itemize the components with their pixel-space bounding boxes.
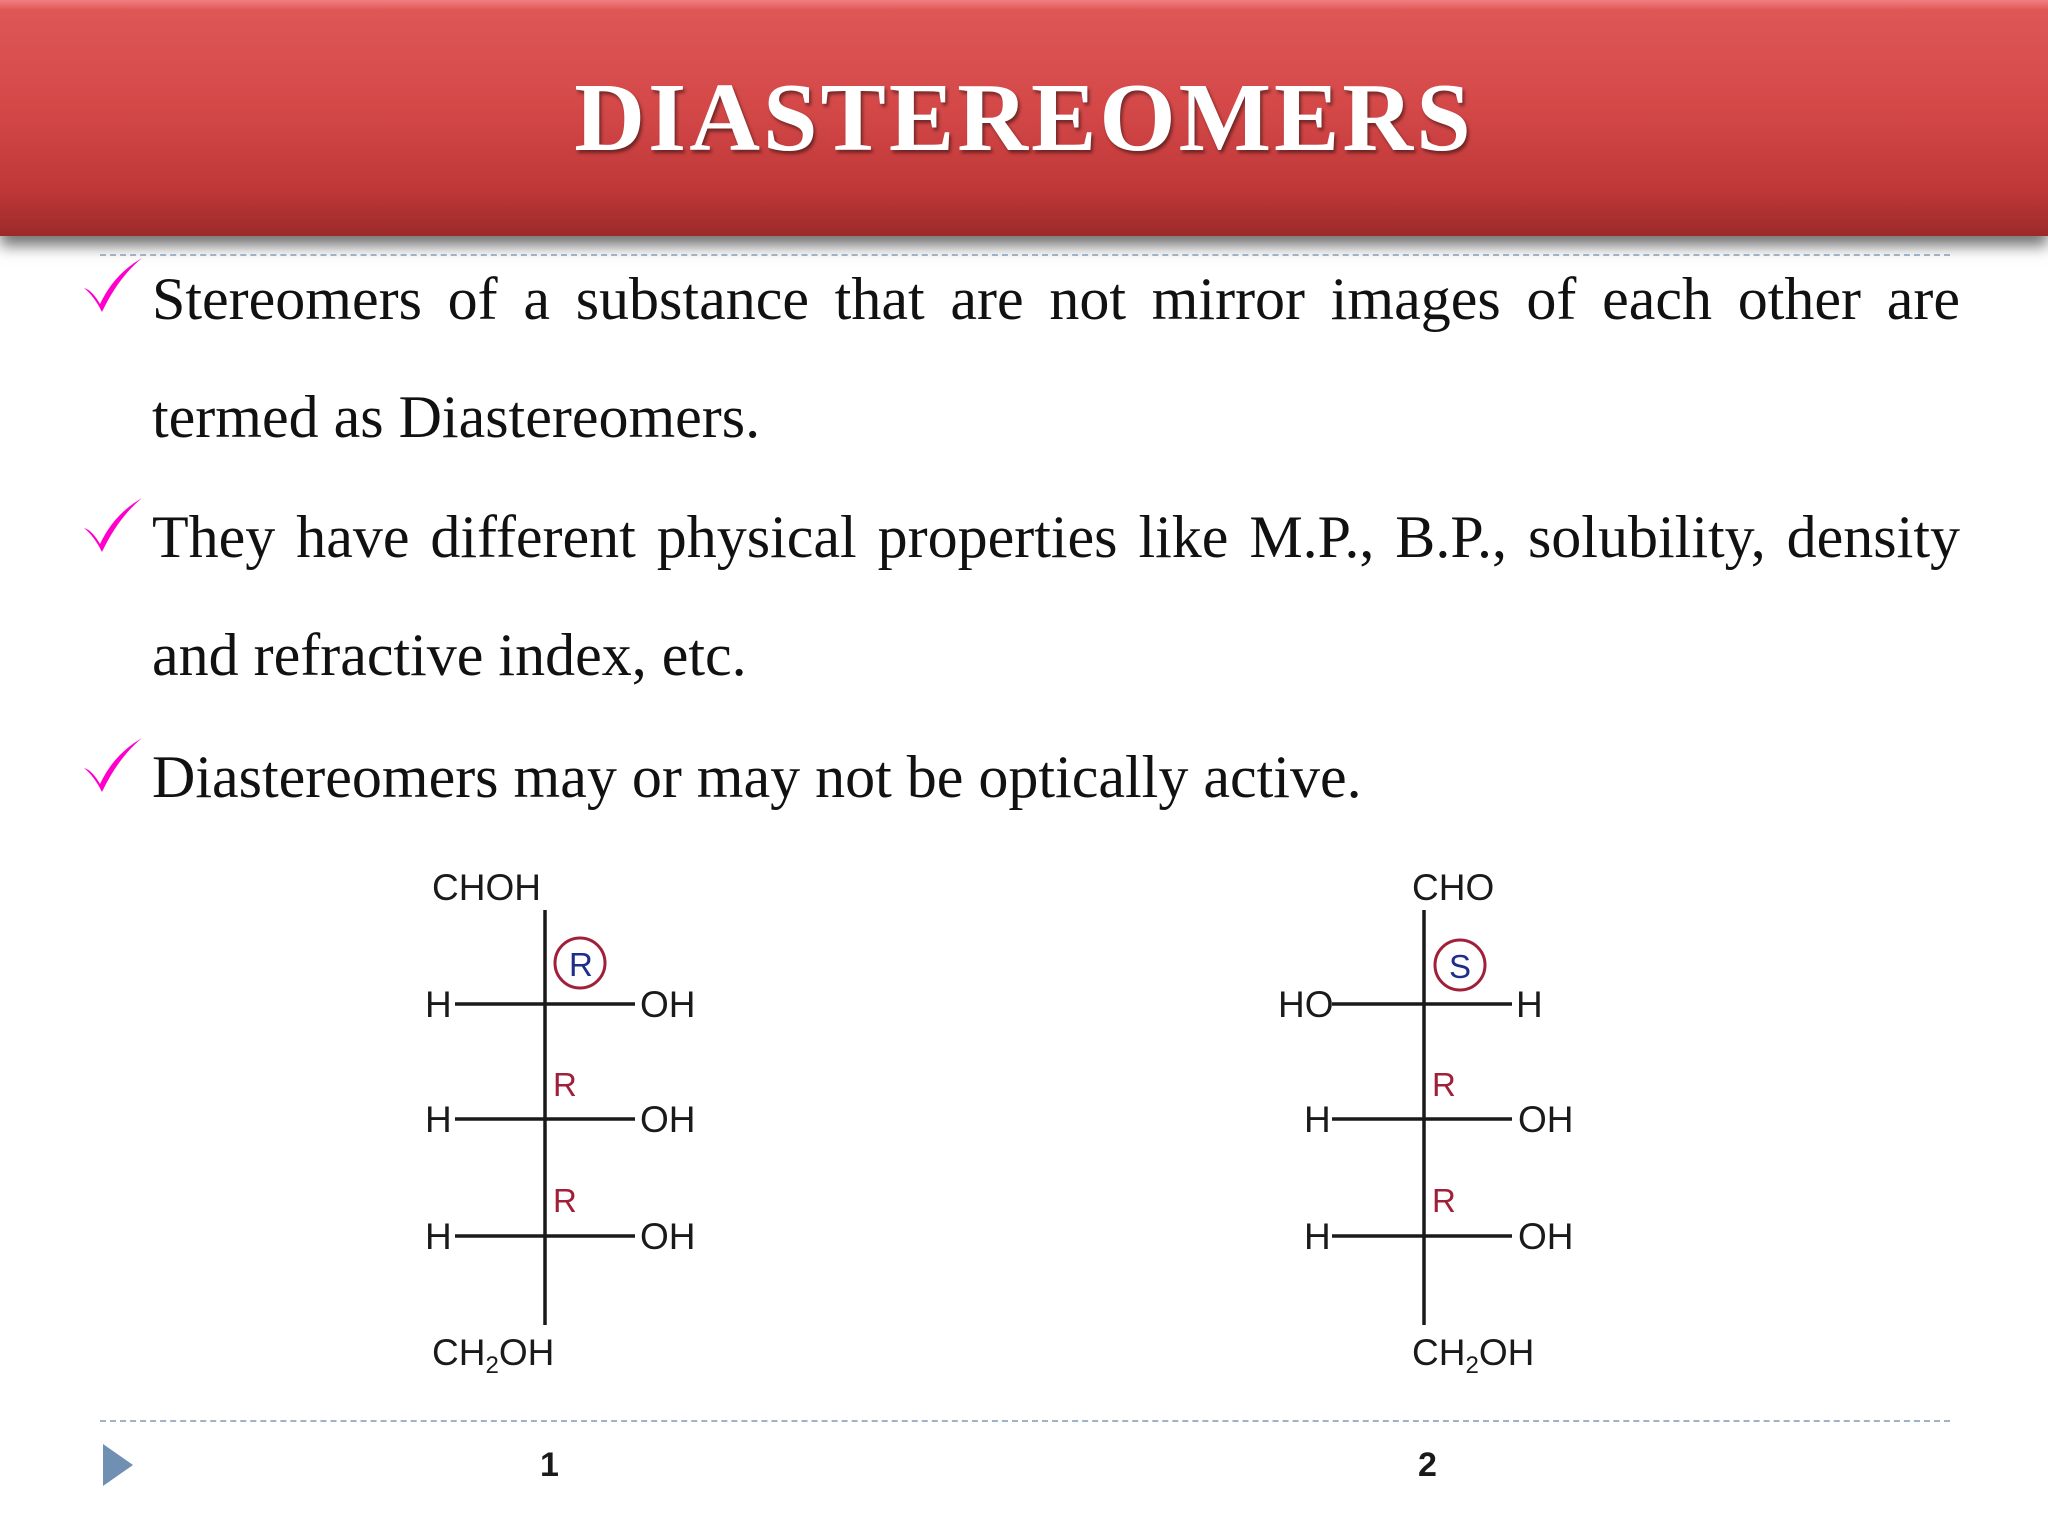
bullet-2-text: They have different physical properties like M.P., B.P., solubility, density and refractive index, etc. <box>152 504 1960 688</box>
slide-title: DIASTEREOMERS <box>574 64 1474 172</box>
config-label-circled: R <box>569 946 593 983</box>
right-substituent: H <box>1516 984 1543 1025</box>
right-substituent: OH <box>1518 1216 1574 1257</box>
left-substituent: H <box>425 1099 452 1140</box>
left-substituent: H <box>1304 1216 1331 1257</box>
bullet-1-text: Stereomers of a substance that are not mirror images of each other are termed as Diastereomers. <box>152 266 1960 450</box>
structure-number: 1 <box>540 1446 559 1484</box>
check-mark-icon <box>78 492 146 560</box>
right-substituent: OH <box>1518 1099 1574 1140</box>
left-substituent: H <box>425 984 452 1025</box>
left-substituent: H <box>425 1216 452 1257</box>
check-mark-icon <box>78 732 146 800</box>
right-substituent: OH <box>640 984 696 1025</box>
bottom-group: $CH_2OH$ <box>432 1332 555 1379</box>
bullet-3-text: Diastereomers may or may not be optically active. <box>152 744 1362 810</box>
fischer-projection-1 <box>400 860 720 1505</box>
next-slide-triangle-icon[interactable] <box>103 1444 133 1486</box>
left-substituent: HO <box>1278 984 1334 1025</box>
config-label: R <box>1432 1182 1456 1219</box>
right-substituent: OH <box>640 1099 696 1140</box>
check-mark-icon <box>78 252 146 320</box>
bottom-group: $CH_2OH$ <box>1412 1332 1535 1379</box>
fischer-projection-2 <box>1278 860 1598 1505</box>
bottom-divider <box>100 1420 1950 1422</box>
config-label: R <box>553 1066 577 1103</box>
config-label: R <box>553 1182 577 1219</box>
top-group: CHOH <box>432 867 541 908</box>
left-substituent: H <box>1304 1099 1331 1140</box>
right-substituent: OH <box>640 1216 696 1257</box>
config-label-circled: S <box>1449 948 1472 985</box>
config-label: R <box>1432 1066 1456 1103</box>
structure-number: 2 <box>1418 1446 1437 1484</box>
top-group: CHO <box>1412 867 1495 908</box>
